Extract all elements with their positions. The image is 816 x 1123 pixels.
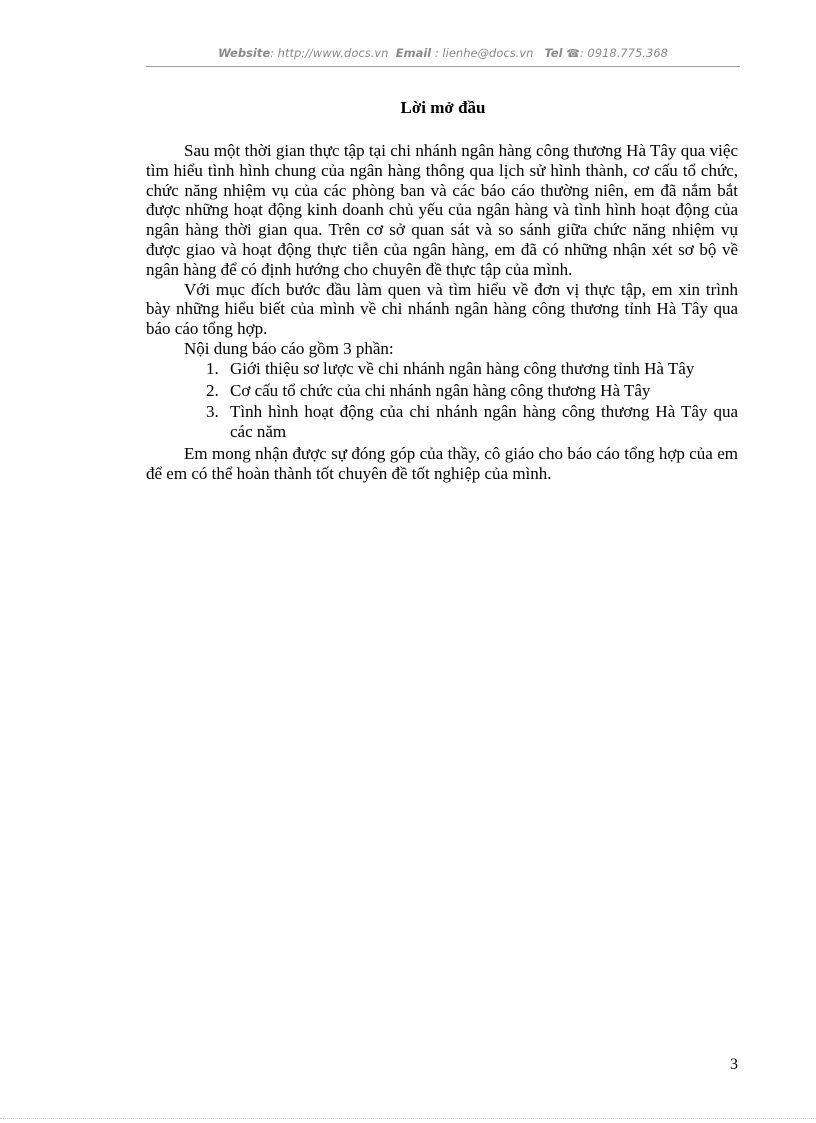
phone-icon: ☎ <box>566 47 580 60</box>
email-label: Email <box>395 46 432 60</box>
closing-paragraph: Em mong nhận được sự đóng góp của thầy, cô giáo cho báo cáo tổng hợp của em để em có thể hoàn thành tốt chuyên đề tốt nghiệp của mình. <box>146 443 738 483</box>
list-item <box>146 359 738 379</box>
list-item <box>146 381 738 401</box>
contents-list <box>146 359 738 442</box>
list-item-number: 1. <box>206 358 219 378</box>
contents-intro: Nội dung báo cáo gồm 3 phần: <box>184 338 394 358</box>
page-header <box>146 46 740 60</box>
list-item-text: Tình hình hoạt động của chi nhánh ngân hàng công thương Hà Tây qua các năm <box>230 402 738 442</box>
document-body <box>146 141 738 484</box>
page-number: 3 <box>730 1056 738 1073</box>
list-item-text: Cơ cấu tổ chức của chi nhánh ngân hàng công thương Hà Tây <box>230 380 651 400</box>
website-label: Website <box>218 46 271 60</box>
page-title: Lời mở đầu <box>400 98 486 117</box>
tel-value: : 0918.775.368 <box>579 46 668 60</box>
list-item-text: Giới thiệu sơ lược về chi nhánh ngân hàng công thương tỉnh Hà Tây <box>230 358 695 378</box>
list-item-number: 3. <box>206 402 219 422</box>
list-item-number: 2. <box>206 380 219 400</box>
tel-label: Tel <box>544 46 563 60</box>
list-item <box>146 402 738 442</box>
website-value: : http://www.docs.vn <box>270 46 389 60</box>
intro-paragraph: Sau một thời gian thực tập tại chi nhánh ngân hàng công thương Hà Tây qua việc tìm hiểu tình hình chung của ngân hàng thông qua lịch sử hình thành, cơ cấu tổ chức, chức năng nhiệm vụ của các phòng ban và các báo cáo thường niên, em đã nắm bắt được những hoạt động kinh doanh chủ yếu của ngân hàng và tình hình hoạt động của ngân hàng thời gian qua. Trên cơ sở quan sát và so sánh giữa chức năng nhiệm vụ được giao và hoạt động thực tiễn của ngân hàng, em đã có những nhận xét sơ bộ về ngân hàng để có định hướng cho chuyên đề thực tập của mình. <box>146 141 738 279</box>
email-value: : lienhe@docs.vn <box>434 46 534 60</box>
purpose-paragraph: Với mục đích bước đầu làm quen và tìm hiểu về đơn vị thực tập, em xin trình bày những hiểu biết của mình về chi nhánh ngân hàng công thương tỉnh Hà Tây qua báo cáo tổng hợp. <box>146 279 738 339</box>
header-divider <box>146 66 740 67</box>
page-bottom-border <box>0 1118 816 1119</box>
